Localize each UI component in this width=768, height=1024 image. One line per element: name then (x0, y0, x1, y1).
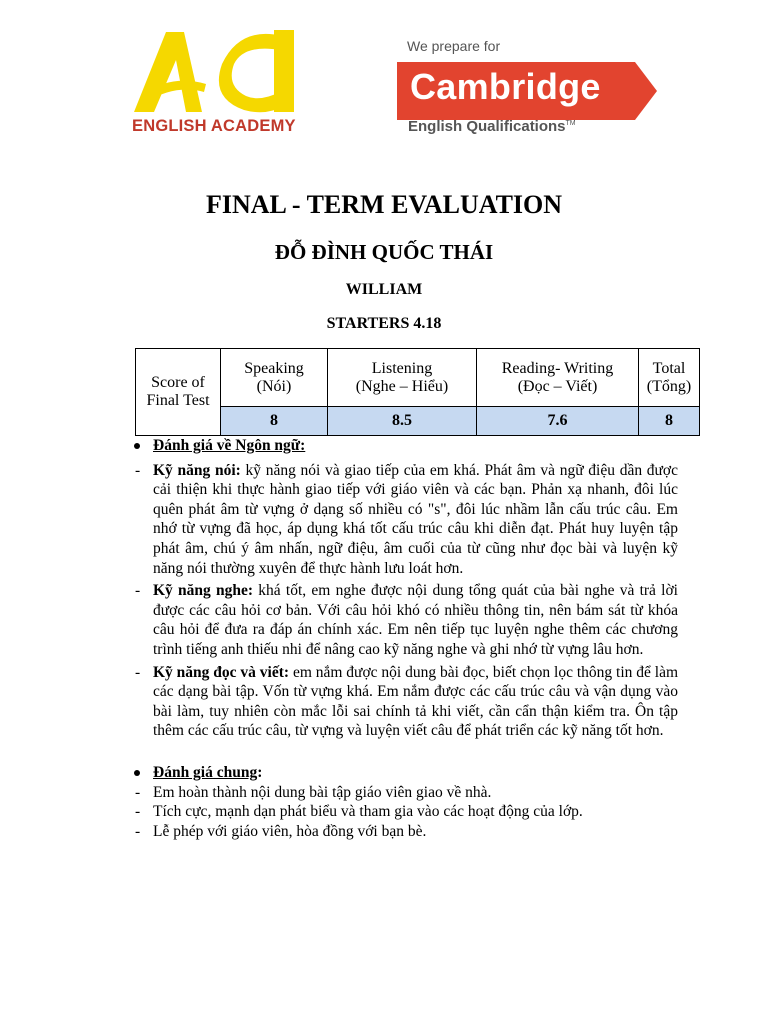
language-section-heading: Đánh giá về Ngôn ngữ: (134, 436, 678, 456)
cambridge-name: Cambridge (410, 66, 601, 107)
reading-writing-comment: - Kỹ năng đọc và viết: em nắm được nội dung bài đọc, biết chọn lọc thông tin để làm các dạng bài tập. Vốn từ vựng khá. Em nắm được các cấu trúc câu và vận dụng vào bài làm, tuy nhiên còn mắc lỗi sai chính tả khi viết, cần cẩn thận kiểm tra. Ôn tập thêm các cấu trúc câu, từ vựng và luyện viết câu để phát triển các kỹ năng tốt hơn. (135, 663, 679, 740)
bullet-icon (134, 770, 140, 776)
col-header-listening: Listening (Nghe – Hiểu) (328, 349, 477, 407)
cambridge-prefix: We prepare for (407, 38, 501, 54)
score-row-label: Score of Final Test (136, 349, 221, 436)
general-item: - Em hoàn thành nội dung bài tập giáo viên giao về nhà. (135, 783, 492, 801)
col-header-reading-writing: Reading- Writing (Đọc – Viết) (477, 349, 639, 407)
page-title: FINAL - TERM EVALUATION (205, 190, 563, 219)
cambridge-sub: English Qualifications™ (408, 118, 576, 135)
score-table (135, 348, 700, 436)
cambridge-logo (397, 36, 657, 140)
evaluation-content (134, 436, 678, 841)
score-speaking: 8 (221, 407, 328, 436)
aci-subtitle: ENGLISH ACADEMY (132, 117, 296, 135)
score-total: 8 (639, 407, 700, 436)
score-reading-writing: 7.6 (477, 407, 639, 436)
col-header-total: Total (Tổng) (639, 349, 700, 407)
english-name: WILLIAM (345, 281, 423, 298)
bullet-icon (134, 443, 140, 449)
speaking-comment: - Kỹ năng nói: kỹ năng nói và giao tiếp của em khá. Phát âm và ngữ điệu dần được cải thiện khi thực hành giao tiếp với giáo viên và các bạn. Phản xạ nhanh, đôi lúc quên phát âm từ vựng ở dạng số nhiều có "s", đôi lúc nhầm lẫn cấu trúc câu. Em nhớ từ vựng đã học, áp dụng khá tốt cấu trúc câu khi diễn đạt. Phát huy luyện tập phát âm, chú ý âm nhấn, ngữ điệu, âm cuối của từ cũng như đọc bài và luyện kỹ năng nói thường xuyên để thực hành lưu loát hơn. (135, 461, 679, 577)
general-item: - Lễ phép với giáo viên, hòa đồng với bạn bè. (135, 822, 427, 840)
student-name: ĐỖ ĐÌNH QUỐC THÁI (274, 240, 494, 264)
class-name: STARTERS 4.18 (326, 315, 442, 332)
general-item: - Tích cực, mạnh dạn phát biểu và tham gia vào các hoạt động của lớp. (135, 803, 583, 821)
score-listening: 8.5 (328, 407, 477, 436)
general-section-heading: Đánh giá chung: (134, 763, 678, 783)
col-header-speaking: Speaking (Nói) (221, 349, 328, 407)
listening-comment: - Kỹ năng nghe: khá tốt, em nghe được nội dung tổng quát của bài nghe và trả lời được các câu hỏi cơ bản. Với câu hỏi khó có nhiều thông tin, nên bám sát từ khóa câu hỏi để đưa ra đáp án chính xác. Em nên tiếp tục luyện nghe thêm các chương trình tiếng anh thiếu nhi để nâng cao kỹ năng nghe và ghi nhớ từ vựng lâu hơn. (135, 582, 678, 658)
